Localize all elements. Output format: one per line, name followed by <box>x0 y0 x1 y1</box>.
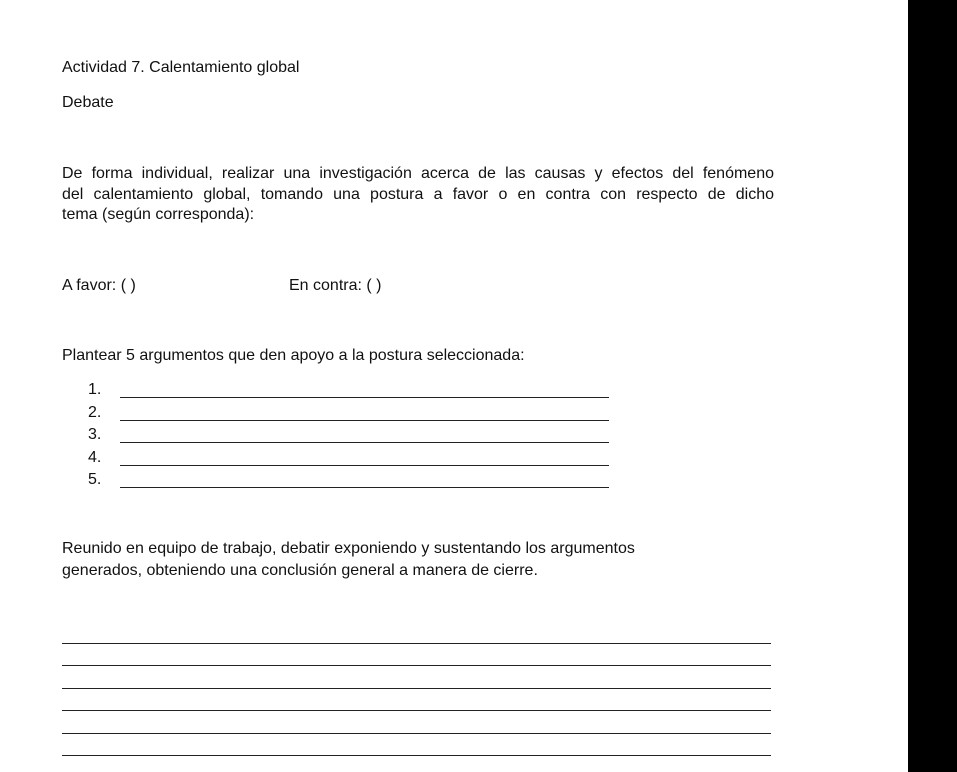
right-edge-bar <box>908 0 957 772</box>
argument-item <box>88 448 628 471</box>
conclusion-line[interactable] <box>62 643 771 644</box>
conclusion-line[interactable] <box>62 755 771 756</box>
intro-paragraph <box>62 164 774 226</box>
argument-item <box>88 380 628 403</box>
conclusion-answer-area[interactable] <box>62 643 771 772</box>
argument-number: 1. <box>88 381 102 398</box>
conclusion-line[interactable] <box>62 710 771 711</box>
closing-line: Reunido en equipo de trabajo, debatir exponiendo y sustentando los argumentos <box>62 540 635 557</box>
favor-option[interactable]: A favor: ( ) <box>62 277 136 294</box>
activity-title: Actividad 7. Calentamiento global <box>62 59 300 76</box>
argument-answer-line[interactable] <box>120 397 609 398</box>
argument-number: 5. <box>88 471 102 488</box>
argument-item <box>88 403 628 426</box>
intro-line: De forma individual, realizar una investigación acerca de las causas y efectos del fenómeno <box>62 165 774 182</box>
arguments-instruction: Plantear 5 argumentos que den apoyo a la postura seleccionada: <box>62 347 525 364</box>
argument-item <box>88 425 628 448</box>
closing-paragraph <box>62 538 635 582</box>
argument-answer-line[interactable] <box>120 487 609 488</box>
conclusion-line[interactable] <box>62 688 771 689</box>
argument-item <box>88 470 628 493</box>
argument-number: 2. <box>88 403 102 421</box>
argument-answer-line[interactable] <box>120 442 609 443</box>
intro-line: del calentamiento global, tomando una postura a favor o en contra con respecto de dicho <box>62 185 774 203</box>
activity-subtitle: Debate <box>62 94 114 111</box>
arguments-list <box>88 380 628 493</box>
argument-answer-line[interactable] <box>120 465 609 466</box>
conclusion-line[interactable] <box>62 733 771 734</box>
argument-number: 3. <box>88 426 102 443</box>
contra-option[interactable]: En contra: ( ) <box>289 277 382 294</box>
closing-line: generados, obteniendo una conclusión general a manera de cierre. <box>62 562 538 579</box>
intro-line: tema (según corresponda): <box>62 206 255 223</box>
conclusion-line[interactable] <box>62 665 771 666</box>
argument-number: 4. <box>88 448 102 466</box>
argument-answer-line[interactable] <box>120 420 609 421</box>
